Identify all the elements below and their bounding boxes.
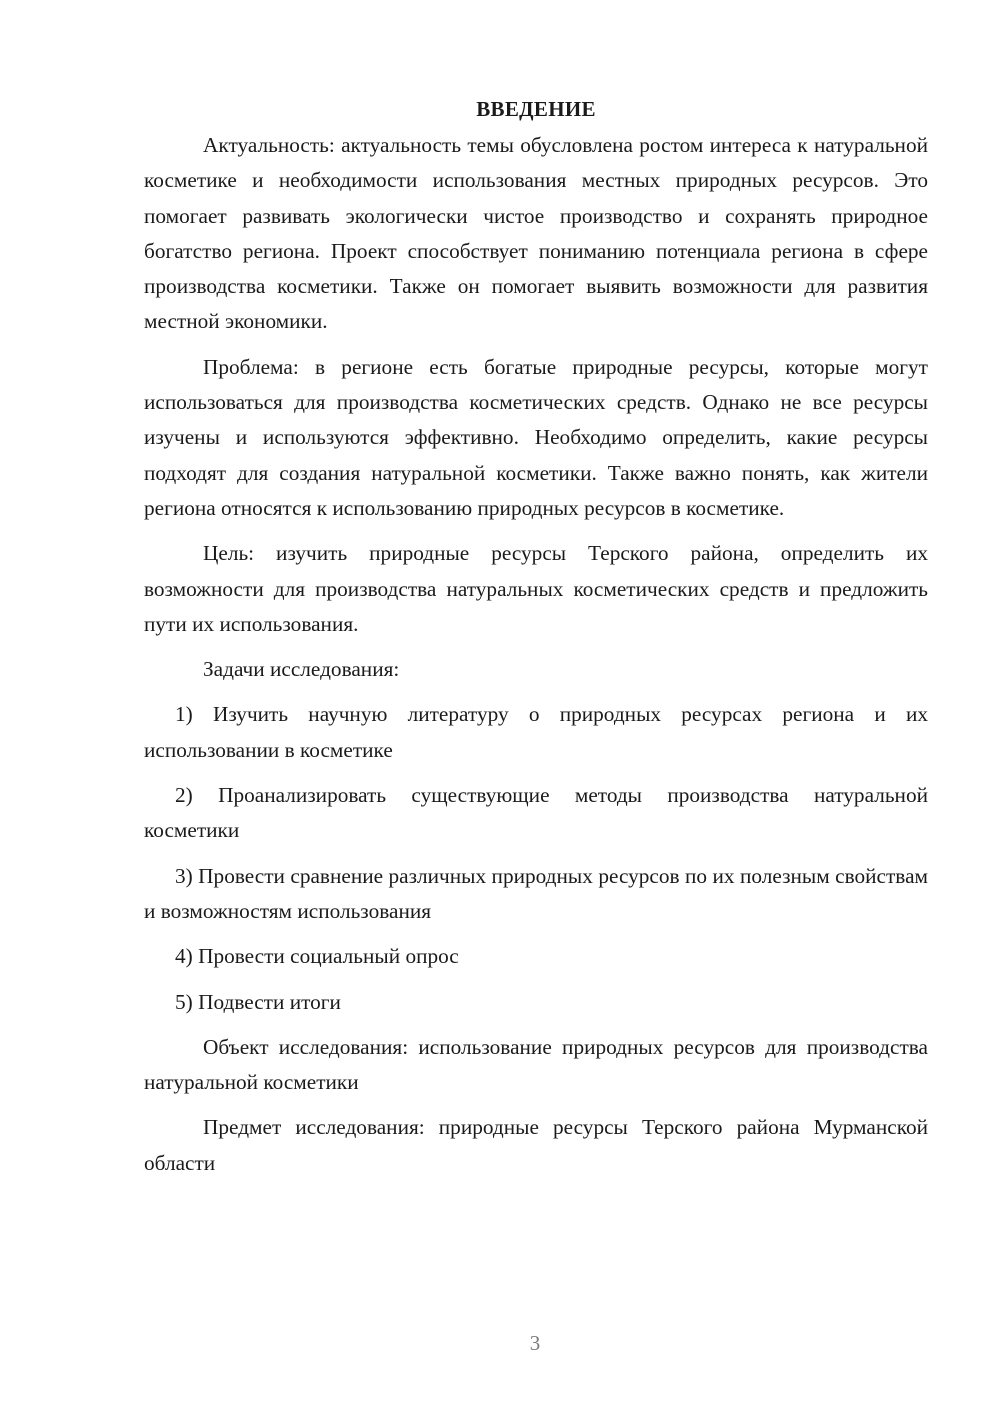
task-item-3: 3) Провести сравнение различных природных ресурсов по их полезным свойствам и возможностям использования: [144, 863, 928, 923]
goal-paragraph: Цель: изучить природные ресурсы Терского района, определить их возможности для производства натуральных косметических средств и предложить пути их использования.: [144, 541, 928, 636]
tasks-heading: Задачи исследования:: [203, 657, 400, 682]
document-page: [144, 92, 928, 1191]
task-item-4: 4) Провести социальный опрос: [175, 944, 459, 969]
task-item-5: 5) Подвести итоги: [175, 989, 341, 1014]
task-item-2: 2) Проанализировать существующие методы производства натуральной косметики: [144, 783, 928, 843]
problem-paragraph: Проблема: в регионе есть богатые природные ресурсы, которые могут использоваться для производства косметических средств. Однако не все ресурсы изучены и используются эффективно. Необходимо определить, какие ресурсы подходят для создания натуральной косметики. Также важно понять, как жители региона относятся к использованию природных ресурсов в косметике.: [144, 354, 928, 520]
task-item-1: 1) Изучить научную литературу о природных ресурсах региона и их использовании в косметике: [144, 702, 928, 762]
relevance-paragraph: Актуальность: актуальность темы обусловлена ростом интереса к натуральной косметике и необходимости использования местных природных ресурсов. Это помогает развивать экологически чистое производство и сохранять природное богатство региона. Проект способствует пониманию потенциала региона в сфере производства косметики. Также он помогает выявить возможности для развития местной экономики.: [144, 133, 928, 334]
object-paragraph: Объект исследования: использование природных ресурсов для производства натуральной косметики: [144, 1034, 928, 1095]
subject-paragraph: Предмет исследования: природные ресурсы Терского района Мурманской области: [144, 1115, 928, 1175]
page-number: 3: [529, 1331, 541, 1355]
section-title: ВВЕДЕНИЕ: [476, 97, 596, 121]
